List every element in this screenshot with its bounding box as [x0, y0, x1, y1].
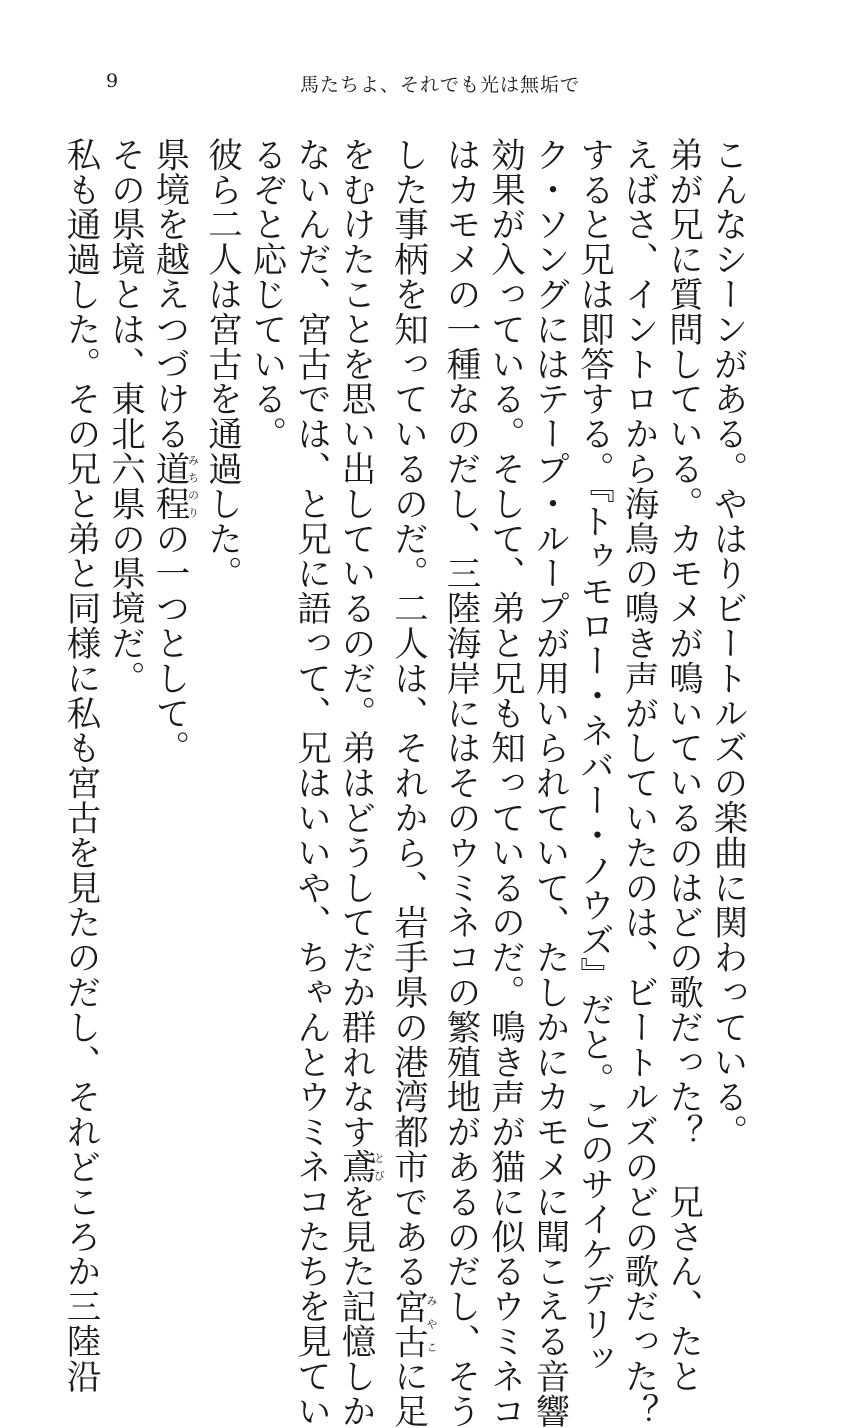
- text-line: をむけたことを思い出しているのだ。弟はどうしてだか群れなす鳶とびを見た記憶しか: [335, 137, 386, 1428]
- text-line: ないんだ、宮古では、と兄に語って、兄はいいや、ちゃんとウミネコたちを見てい: [290, 137, 331, 1428]
- text-line: 県境を越えつづける道程みちのりの一つとして。: [149, 137, 200, 766]
- text-line: ク・ソングにはテープ・ループが用いられていて、たしかにカモメに聞こえる音響: [529, 137, 569, 1428]
- text-line: 私も通過した。その兄と弟と同様に私も宮古を見たのだし、それどころか三陸沿: [60, 137, 100, 1394]
- furigana-tobi: 鳶とび: [335, 1149, 386, 1185]
- running-title: 馬たちよ、それでも光は無垢で: [300, 74, 581, 96]
- text-line: その県境とは、東北六県の県境だ。: [104, 137, 145, 696]
- text-line: すると兄は即答する。『トゥモロー・ネバー・ノウズ』だと。このサイケデリッ: [573, 137, 614, 1377]
- text-line: 弟が兄に質問している。カモメが鳴いているのはどの歌だった？ 兄さん、たと: [662, 137, 703, 1394]
- text-line: るぞと応じている。: [246, 137, 286, 452]
- text-line: 彼ら二人は宮古を通過した。: [201, 137, 242, 591]
- furigana-miyako: 宮古みやこ: [387, 1288, 438, 1359]
- page-number: 9: [106, 70, 119, 92]
- vertical-body-text: [58, 137, 750, 1428]
- text-line: こんなシーンがある。やはりビートルズの楽曲に関わっている。: [707, 137, 747, 1150]
- text-line: はカモメの一種なのだし、三陸海岸にはそのウミネコの繁殖地があるのだし、そう: [440, 137, 480, 1428]
- text-line: 効果が入っている。そして、弟と兄も知っているのだ。鳴き声が猫に似るウミネコ: [484, 137, 525, 1428]
- text-line: えばさ、イントロから海鳥の鳴き声がしていたのは、ビートルズのどの歌だった？: [618, 137, 658, 1428]
- furigana-michinori: 道程みちのり: [149, 451, 200, 521]
- text-line: した事柄を知っているのだ。二人は、それから、岩手県の港湾都市である宮古みやこに足: [387, 137, 438, 1428]
